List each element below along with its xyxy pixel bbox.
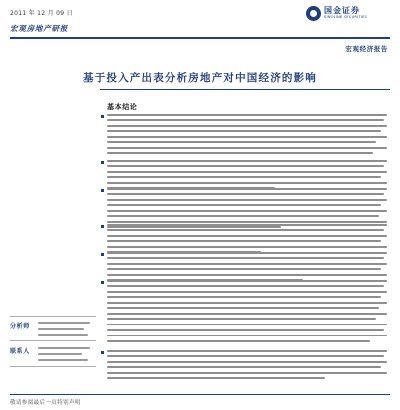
contact-label: 联系人 [10,348,30,355]
contact-divider [10,340,96,341]
bullet-marker [101,115,104,118]
brand-emblem-icon [306,6,321,21]
bullet-marker [101,161,104,164]
footer-disclaimer: 敬请参阅最后一页特别声明 [10,400,81,406]
analyst-label: 分析师 [10,323,30,330]
report-title: 基于投入产出表分析房地产对中国经济的影响 [83,72,317,84]
report-date: 2011 年 12 月 09 日 [10,10,73,17]
contact-divider [10,316,96,317]
bullet-marker [101,351,104,354]
title-rule [100,89,390,90]
brand-name-cn: 国金证券 [324,6,360,15]
summary-paragraph [107,114,387,158]
contact-divider [10,366,96,367]
brand-name-en: SINOLINK SECURITIES [324,15,367,19]
summary-heading: 基本结论 [107,103,138,111]
bullet-marker [101,189,104,192]
summary-paragraph [107,350,387,383]
brand-logo [306,5,388,23]
bullet-marker [101,253,104,256]
footer-rule [10,394,390,395]
report-series-title: 宏观房地产研报 [10,24,69,33]
bullet-marker [101,281,104,284]
summary-paragraph [107,280,387,346]
header-rule [10,37,390,39]
bullet-marker [101,225,104,228]
report-type-label: 宏观经济报告 [345,45,388,53]
